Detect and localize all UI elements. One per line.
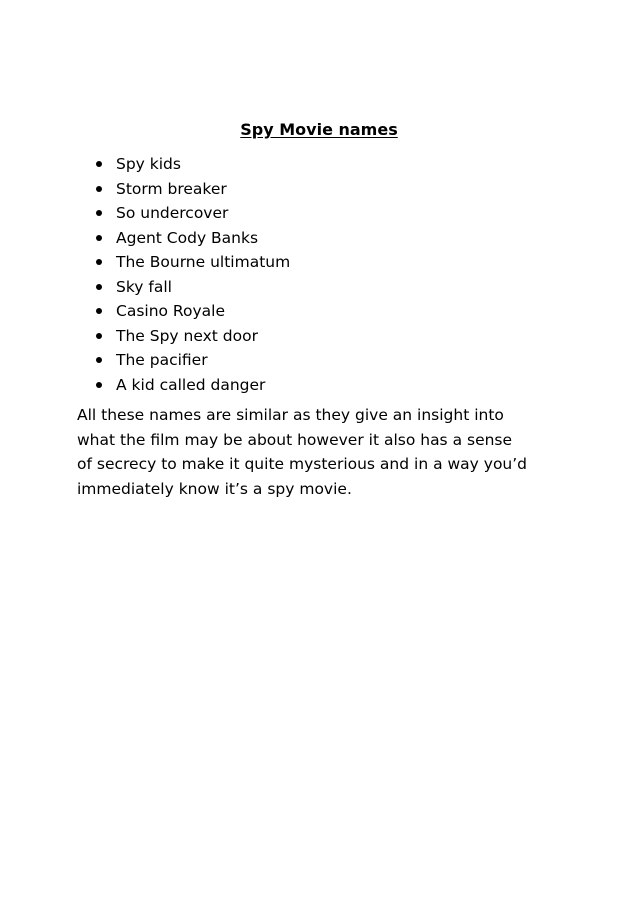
list-item (98, 250, 290, 275)
bullet-icon (96, 333, 102, 339)
list-item (98, 324, 290, 349)
bullet-icon (96, 161, 102, 167)
list-item-label: A kid called danger (116, 375, 266, 394)
list-item-label: Sky fall (116, 277, 172, 296)
paragraph-line: of secrecy to make it quite mysterious and in a way you’d (77, 455, 528, 473)
list-item (98, 226, 290, 251)
page-title: Spy Movie names (240, 120, 398, 139)
list-item-label: The Bourne ultimatum (116, 253, 291, 271)
list-item-label: Storm breaker (116, 179, 227, 198)
list-item-label: Agent Cody Banks (116, 228, 259, 247)
list-item-label: So undercover (116, 204, 229, 222)
bullet-icon (96, 259, 102, 265)
bullet-icon (96, 186, 102, 192)
paragraph-line: what the film may be about however it also has a sense (77, 430, 513, 449)
list-item (98, 299, 290, 324)
list-item (98, 177, 290, 202)
list-item-label: Casino Royale (116, 302, 226, 320)
paragraph-line: All these names are similar as they give an insight into (77, 406, 504, 424)
list-item (98, 201, 290, 226)
bullet-icon (96, 357, 102, 363)
movie-list (98, 152, 290, 397)
paragraph-line: immediately know it’s a spy movie. (77, 479, 352, 498)
list-item (98, 152, 290, 177)
list-item-label: Spy kids (116, 155, 181, 173)
list-item-label: The Spy next door (116, 326, 258, 345)
list-item (98, 373, 290, 398)
bullet-icon (96, 235, 102, 241)
bullet-icon (96, 382, 102, 388)
list-item (98, 348, 290, 373)
bullet-icon (96, 210, 102, 216)
list-item-label: The pacifier (116, 351, 208, 369)
bullet-icon (96, 284, 102, 290)
bullet-icon (96, 308, 102, 314)
body-paragraph (77, 403, 567, 501)
list-item (98, 275, 290, 300)
